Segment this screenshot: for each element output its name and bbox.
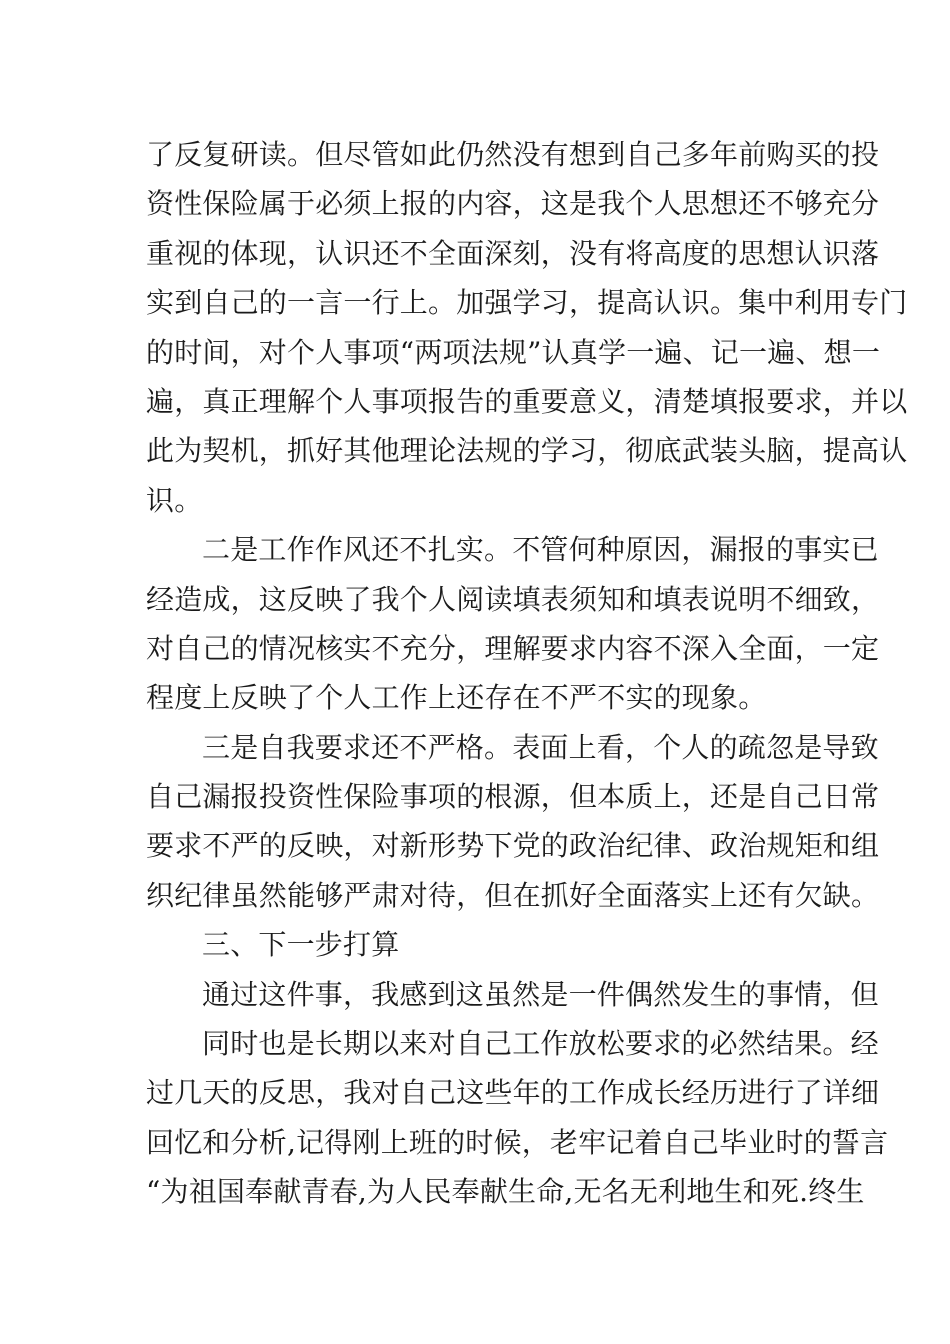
text-line: 回忆和分析,记得刚上班的时候，老牢记着自己毕业时的誓言 — [146, 1125, 889, 1159]
paragraph-start-line: 二是工作作风还不扎实。不管何种原因，漏报的事实已 — [202, 533, 879, 567]
text-line: 要求不严的反映，对新形势下党的政治纪律、政治规矩和组 — [146, 829, 880, 863]
text-line: 的时间，对个人事项“两项法规”认真学一遍、记一遍、想一 — [146, 335, 881, 369]
text-line: 过几天的反思，我对自己这些年的工作成长经历进行了详细 — [146, 1076, 880, 1110]
paragraph-start-line: 三是自我要求还不严格。表面上看，个人的疏忽是导致 — [202, 730, 879, 764]
text-line: 识。 — [146, 483, 203, 517]
text-line: 了反复研读。但尽管如此仍然没有想到自己多年前购买的投 — [146, 138, 880, 171]
text-line: 重视的体现，认识还不全面深刻，没有将高度的思想认识落 — [146, 236, 880, 270]
text-line: 此为契机，抓好其他理论法规的学习，彻底武装头脑，提高认 — [146, 434, 908, 468]
paragraph-start-line: 通过这件事，我感到这虽然是一件偶然发生的事情，但 — [202, 977, 879, 1011]
text-line: 资性保险属于必须上报的内容，这是我个人思想还不够充分 — [146, 187, 880, 221]
text-line: 同时也是长期以来对自己工作放松要求的必然结果。经 — [202, 1027, 879, 1061]
text-line: “为祖国奉献青春,为人民奉献生命,无名无利地生和死.终生 — [146, 1175, 865, 1209]
text-line: 经造成，这反映了我个人阅读填表须知和填表说明不细致， — [146, 582, 880, 616]
document-body — [146, 130, 908, 1217]
text-line: 织纪律虽然能够严肃对待，但在抓好全面落实上还有欠缺。 — [146, 878, 880, 912]
text-line: 遍，真正理解个人事项报告的重要意义，清楚填报要求，并以 — [146, 384, 908, 418]
text-line: 程度上反映了个人工作上还存在不严不实的现象。 — [146, 681, 767, 715]
section-heading: 三、下一步打算 — [202, 928, 400, 962]
text-line: 实到自己的一言一行上。加强学习，提高认识。集中利用专门 — [146, 286, 908, 320]
text-line: 自己漏报投资性保险事项的根源，但本质上，还是自己日常 — [146, 780, 880, 814]
text-line: 对自己的情况核实不充分，理解要求内容不深入全面，一定 — [146, 631, 880, 665]
